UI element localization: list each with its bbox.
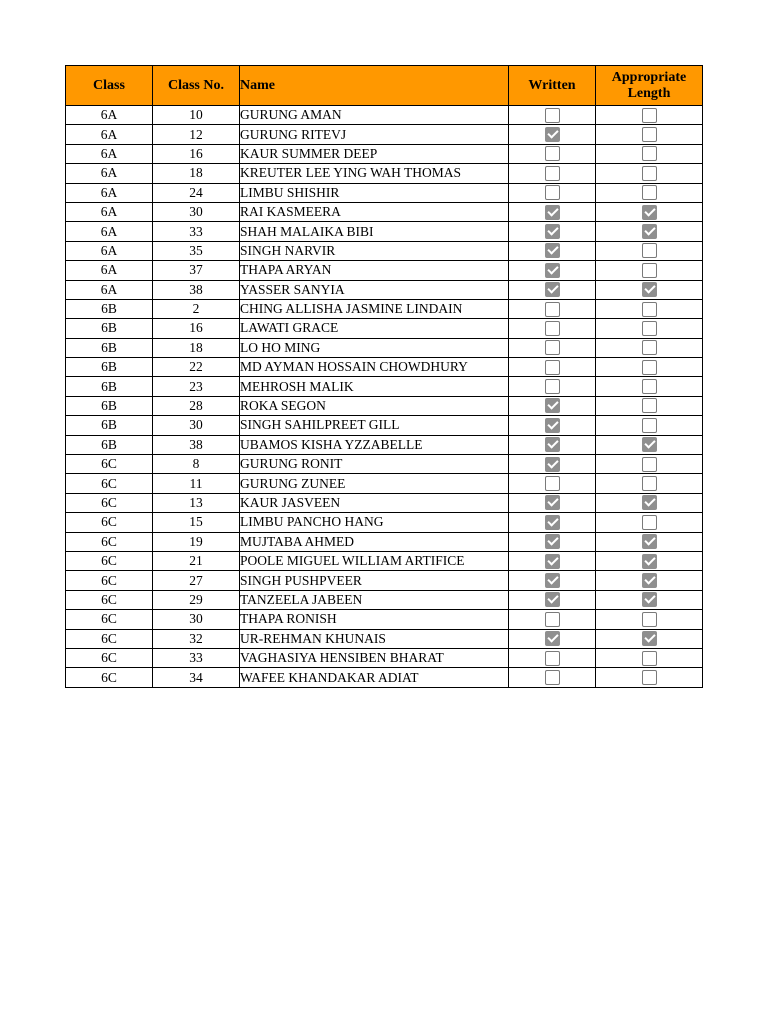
appropriate-length-cell bbox=[596, 590, 703, 609]
cell-name: VAGHASIYA HENSIBEN BHARAT bbox=[240, 648, 509, 667]
table-row bbox=[66, 299, 703, 318]
appropriate-length-cell bbox=[596, 493, 703, 512]
written-cell bbox=[509, 551, 596, 570]
header-row bbox=[66, 66, 703, 106]
cell-name: SINGH PUSHPVEER bbox=[240, 571, 509, 590]
cell-name: POOLE MIGUEL WILLIAM ARTIFICE bbox=[240, 551, 509, 570]
cell-name: CHING ALLISHA JASMINE LINDAIN bbox=[240, 299, 509, 318]
table-row bbox=[66, 377, 703, 396]
table-row bbox=[66, 668, 703, 687]
written-cell bbox=[509, 222, 596, 241]
written-checkbox[interactable] bbox=[545, 340, 560, 355]
appropriate-length-checkbox[interactable] bbox=[642, 515, 657, 530]
cell-class: 6C bbox=[66, 571, 153, 590]
table-row bbox=[66, 416, 703, 435]
cell-class-no: 33 bbox=[153, 648, 240, 667]
cell-class: 6B bbox=[66, 299, 153, 318]
appropriate-length-cell bbox=[596, 416, 703, 435]
appropriate-length-cell bbox=[596, 455, 703, 474]
cell-name: WAFEE KHANDAKAR ADIAT bbox=[240, 668, 509, 687]
written-checkbox[interactable] bbox=[545, 302, 560, 317]
table-row bbox=[66, 319, 703, 338]
appropriate-length-checkbox[interactable] bbox=[642, 651, 657, 666]
table-row bbox=[66, 513, 703, 532]
appropriate-length-checkbox[interactable] bbox=[642, 573, 657, 588]
appropriate-length-cell bbox=[596, 299, 703, 318]
table-row bbox=[66, 532, 703, 551]
appropriate-length-cell bbox=[596, 183, 703, 202]
appropriate-length-cell bbox=[596, 571, 703, 590]
table-row bbox=[66, 590, 703, 609]
table-row bbox=[66, 396, 703, 415]
written-cell bbox=[509, 610, 596, 629]
cell-name: LIMBU SHISHIR bbox=[240, 183, 509, 202]
written-cell bbox=[509, 299, 596, 318]
appropriate-length-cell bbox=[596, 377, 703, 396]
cell-name: GURUNG RONIT bbox=[240, 455, 509, 474]
cell-class: 6C bbox=[66, 648, 153, 667]
written-cell bbox=[509, 629, 596, 648]
cell-name: GURUNG AMAN bbox=[240, 106, 509, 125]
appropriate-length-checkbox[interactable] bbox=[642, 146, 657, 161]
cell-class-no: 33 bbox=[153, 222, 240, 241]
appropriate-length-cell bbox=[596, 513, 703, 532]
cell-name: ROKA SEGON bbox=[240, 396, 509, 415]
written-cell bbox=[509, 319, 596, 338]
cell-class-no: 28 bbox=[153, 396, 240, 415]
written-checkbox[interactable] bbox=[545, 437, 560, 452]
written-cell bbox=[509, 144, 596, 163]
cell-name: KAUR JASVEEN bbox=[240, 493, 509, 512]
appropriate-length-checkbox[interactable] bbox=[642, 457, 657, 472]
written-cell bbox=[509, 474, 596, 493]
table-row bbox=[66, 106, 703, 125]
appropriate-length-checkbox[interactable] bbox=[642, 554, 657, 569]
appropriate-length-checkbox[interactable] bbox=[642, 379, 657, 394]
cell-class: 6B bbox=[66, 396, 153, 415]
written-cell bbox=[509, 164, 596, 183]
header-appropriate-length: Appropriate Length bbox=[596, 66, 703, 106]
written-cell bbox=[509, 532, 596, 551]
table-row bbox=[66, 241, 703, 260]
cell-name: THAPA ARYAN bbox=[240, 261, 509, 280]
appropriate-length-checkbox[interactable] bbox=[642, 263, 657, 278]
table-row bbox=[66, 358, 703, 377]
appropriate-length-cell bbox=[596, 648, 703, 667]
appropriate-length-checkbox[interactable] bbox=[642, 534, 657, 549]
header-written: Written bbox=[509, 66, 596, 106]
cell-name: YASSER SANYIA bbox=[240, 280, 509, 299]
written-checkbox[interactable] bbox=[545, 360, 560, 375]
cell-class-no: 29 bbox=[153, 590, 240, 609]
cell-class-no: 18 bbox=[153, 164, 240, 183]
table-row bbox=[66, 222, 703, 241]
table-row bbox=[66, 164, 703, 183]
written-cell bbox=[509, 493, 596, 512]
cell-class-no: 30 bbox=[153, 202, 240, 221]
written-cell bbox=[509, 241, 596, 260]
appropriate-length-cell bbox=[596, 396, 703, 415]
appropriate-length-cell bbox=[596, 280, 703, 299]
appropriate-length-cell bbox=[596, 241, 703, 260]
cell-class-no: 34 bbox=[153, 668, 240, 687]
written-checkbox[interactable] bbox=[545, 515, 560, 530]
cell-name: SINGH NARVIR bbox=[240, 241, 509, 260]
cell-class: 6C bbox=[66, 629, 153, 648]
table-row bbox=[66, 144, 703, 163]
written-checkbox[interactable] bbox=[545, 631, 560, 646]
written-cell bbox=[509, 261, 596, 280]
appropriate-length-cell bbox=[596, 358, 703, 377]
appropriate-length-cell bbox=[596, 261, 703, 280]
cell-class-no: 38 bbox=[153, 435, 240, 454]
written-checkbox[interactable] bbox=[545, 495, 560, 510]
cell-class-no: 30 bbox=[153, 610, 240, 629]
cell-class-no: 23 bbox=[153, 377, 240, 396]
cell-name: RAI KASMEERA bbox=[240, 202, 509, 221]
appropriate-length-checkbox[interactable] bbox=[642, 360, 657, 375]
table-row bbox=[66, 280, 703, 299]
appropriate-length-checkbox[interactable] bbox=[642, 321, 657, 336]
cell-class-no: 8 bbox=[153, 455, 240, 474]
written-cell bbox=[509, 435, 596, 454]
cell-class-no: 2 bbox=[153, 299, 240, 318]
cell-class: 6A bbox=[66, 202, 153, 221]
student-checklist-table bbox=[65, 65, 703, 688]
appropriate-length-checkbox[interactable] bbox=[642, 476, 657, 491]
appropriate-length-checkbox[interactable] bbox=[642, 437, 657, 452]
appropriate-length-checkbox[interactable] bbox=[642, 302, 657, 317]
written-cell bbox=[509, 358, 596, 377]
cell-class-no: 27 bbox=[153, 571, 240, 590]
cell-name: MD AYMAN HOSSAIN CHOWDHURY bbox=[240, 358, 509, 377]
written-cell bbox=[509, 106, 596, 125]
appropriate-length-cell bbox=[596, 222, 703, 241]
written-cell bbox=[509, 338, 596, 357]
table-row bbox=[66, 551, 703, 570]
cell-class-no: 22 bbox=[153, 358, 240, 377]
appropriate-length-checkbox[interactable] bbox=[642, 108, 657, 123]
appropriate-length-cell bbox=[596, 474, 703, 493]
table-row bbox=[66, 493, 703, 512]
cell-class: 6C bbox=[66, 668, 153, 687]
written-cell bbox=[509, 455, 596, 474]
written-checkbox[interactable] bbox=[545, 612, 560, 627]
cell-name: SHAH MALAIKA BIBI bbox=[240, 222, 509, 241]
table-row bbox=[66, 125, 703, 144]
cell-class: 6C bbox=[66, 532, 153, 551]
written-cell bbox=[509, 377, 596, 396]
written-checkbox[interactable] bbox=[545, 398, 560, 413]
cell-class-no: 16 bbox=[153, 319, 240, 338]
appropriate-length-cell bbox=[596, 551, 703, 570]
cell-name: KREUTER LEE YING WAH THOMAS bbox=[240, 164, 509, 183]
cell-class: 6B bbox=[66, 319, 153, 338]
written-cell bbox=[509, 125, 596, 144]
cell-class: 6C bbox=[66, 590, 153, 609]
table-row bbox=[66, 338, 703, 357]
written-checkbox[interactable] bbox=[545, 554, 560, 569]
appropriate-length-cell bbox=[596, 629, 703, 648]
table-row bbox=[66, 202, 703, 221]
cell-class-no: 38 bbox=[153, 280, 240, 299]
header-class: Class bbox=[66, 66, 153, 106]
written-checkbox[interactable] bbox=[545, 243, 560, 258]
appropriate-length-checkbox[interactable] bbox=[642, 340, 657, 355]
written-checkbox[interactable] bbox=[545, 108, 560, 123]
cell-class-no: 18 bbox=[153, 338, 240, 357]
cell-name: LAWATI GRACE bbox=[240, 319, 509, 338]
appropriate-length-cell bbox=[596, 668, 703, 687]
written-checkbox[interactable] bbox=[545, 185, 560, 200]
cell-class: 6C bbox=[66, 513, 153, 532]
table-row bbox=[66, 261, 703, 280]
cell-class: 6C bbox=[66, 610, 153, 629]
cell-class: 6A bbox=[66, 164, 153, 183]
cell-name: UBAMOS KISHA YZZABELLE bbox=[240, 435, 509, 454]
written-checkbox[interactable] bbox=[545, 592, 560, 607]
written-cell bbox=[509, 280, 596, 299]
cell-class: 6B bbox=[66, 358, 153, 377]
cell-class-no: 35 bbox=[153, 241, 240, 260]
cell-class: 6A bbox=[66, 106, 153, 125]
appropriate-length-cell bbox=[596, 319, 703, 338]
cell-class-no: 30 bbox=[153, 416, 240, 435]
cell-name: MEHROSH MALIK bbox=[240, 377, 509, 396]
cell-class: 6B bbox=[66, 416, 153, 435]
table-row bbox=[66, 629, 703, 648]
appropriate-length-checkbox[interactable] bbox=[642, 670, 657, 685]
appropriate-length-checkbox[interactable] bbox=[642, 205, 657, 220]
cell-name: LIMBU PANCHO HANG bbox=[240, 513, 509, 532]
cell-class-no: 16 bbox=[153, 144, 240, 163]
cell-name: KAUR SUMMER DEEP bbox=[240, 144, 509, 163]
written-cell bbox=[509, 202, 596, 221]
cell-class-no: 19 bbox=[153, 532, 240, 551]
cell-name: TANZEELA JABEEN bbox=[240, 590, 509, 609]
cell-name: GURUNG RITEVJ bbox=[240, 125, 509, 144]
written-checkbox[interactable] bbox=[545, 534, 560, 549]
table-row bbox=[66, 610, 703, 629]
written-checkbox[interactable] bbox=[545, 166, 560, 181]
written-cell bbox=[509, 183, 596, 202]
appropriate-length-cell bbox=[596, 435, 703, 454]
written-cell bbox=[509, 396, 596, 415]
appropriate-length-checkbox[interactable] bbox=[642, 282, 657, 297]
cell-class: 6A bbox=[66, 183, 153, 202]
written-checkbox[interactable] bbox=[545, 146, 560, 161]
written-checkbox[interactable] bbox=[545, 282, 560, 297]
appropriate-length-checkbox[interactable] bbox=[642, 418, 657, 433]
cell-class-no: 10 bbox=[153, 106, 240, 125]
cell-class-no: 24 bbox=[153, 183, 240, 202]
cell-class-no: 11 bbox=[153, 474, 240, 493]
cell-class-no: 12 bbox=[153, 125, 240, 144]
cell-class: 6C bbox=[66, 493, 153, 512]
table-row bbox=[66, 571, 703, 590]
written-checkbox[interactable] bbox=[545, 476, 560, 491]
written-cell bbox=[509, 648, 596, 667]
appropriate-length-cell bbox=[596, 532, 703, 551]
appropriate-length-checkbox[interactable] bbox=[642, 185, 657, 200]
written-checkbox[interactable] bbox=[545, 321, 560, 336]
appropriate-length-cell bbox=[596, 610, 703, 629]
table-row bbox=[66, 648, 703, 667]
written-checkbox[interactable] bbox=[545, 263, 560, 278]
appropriate-length-checkbox[interactable] bbox=[642, 612, 657, 627]
written-checkbox[interactable] bbox=[545, 651, 560, 666]
cell-class-no: 15 bbox=[153, 513, 240, 532]
cell-class: 6A bbox=[66, 261, 153, 280]
appropriate-length-checkbox[interactable] bbox=[642, 127, 657, 142]
cell-name: LO HO MING bbox=[240, 338, 509, 357]
table-row bbox=[66, 183, 703, 202]
written-checkbox[interactable] bbox=[545, 379, 560, 394]
written-cell bbox=[509, 513, 596, 532]
cell-class-no: 37 bbox=[153, 261, 240, 280]
written-cell bbox=[509, 571, 596, 590]
header-class-no: Class No. bbox=[153, 66, 240, 106]
cell-class: 6A bbox=[66, 241, 153, 260]
appropriate-length-cell bbox=[596, 338, 703, 357]
appropriate-length-checkbox[interactable] bbox=[642, 166, 657, 181]
cell-class: 6A bbox=[66, 125, 153, 144]
header-name: Name bbox=[240, 66, 509, 106]
cell-class: 6C bbox=[66, 551, 153, 570]
cell-class-no: 32 bbox=[153, 629, 240, 648]
written-checkbox[interactable] bbox=[545, 457, 560, 472]
cell-class: 6A bbox=[66, 144, 153, 163]
appropriate-length-cell bbox=[596, 144, 703, 163]
appropriate-length-checkbox[interactable] bbox=[642, 243, 657, 258]
cell-name: UR-REHMAN KHUNAIS bbox=[240, 629, 509, 648]
written-checkbox[interactable] bbox=[545, 205, 560, 220]
cell-class-no: 21 bbox=[153, 551, 240, 570]
cell-name: THAPA RONISH bbox=[240, 610, 509, 629]
written-cell bbox=[509, 590, 596, 609]
cell-class: 6A bbox=[66, 222, 153, 241]
written-checkbox[interactable] bbox=[545, 418, 560, 433]
cell-class: 6B bbox=[66, 338, 153, 357]
table-row bbox=[66, 435, 703, 454]
cell-name: MUJTABA AHMED bbox=[240, 532, 509, 551]
appropriate-length-cell bbox=[596, 125, 703, 144]
appropriate-length-checkbox[interactable] bbox=[642, 398, 657, 413]
cell-class: 6B bbox=[66, 435, 153, 454]
written-checkbox[interactable] bbox=[545, 670, 560, 685]
cell-class: 6C bbox=[66, 474, 153, 493]
cell-class-no: 13 bbox=[153, 493, 240, 512]
appropriate-length-checkbox[interactable] bbox=[642, 495, 657, 510]
cell-class: 6B bbox=[66, 377, 153, 396]
cell-class: 6A bbox=[66, 280, 153, 299]
appropriate-length-cell bbox=[596, 164, 703, 183]
table-body bbox=[66, 106, 703, 688]
table-row bbox=[66, 455, 703, 474]
written-cell bbox=[509, 668, 596, 687]
written-cell bbox=[509, 416, 596, 435]
cell-class: 6C bbox=[66, 455, 153, 474]
table-row bbox=[66, 474, 703, 493]
written-checkbox[interactable] bbox=[545, 573, 560, 588]
written-checkbox[interactable] bbox=[545, 224, 560, 239]
appropriate-length-cell bbox=[596, 106, 703, 125]
appropriate-length-checkbox[interactable] bbox=[642, 224, 657, 239]
appropriate-length-cell bbox=[596, 202, 703, 221]
cell-name: GURUNG ZUNEE bbox=[240, 474, 509, 493]
appropriate-length-checkbox[interactable] bbox=[642, 592, 657, 607]
written-checkbox[interactable] bbox=[545, 127, 560, 142]
cell-name: SINGH SAHILPREET GILL bbox=[240, 416, 509, 435]
appropriate-length-checkbox[interactable] bbox=[642, 631, 657, 646]
